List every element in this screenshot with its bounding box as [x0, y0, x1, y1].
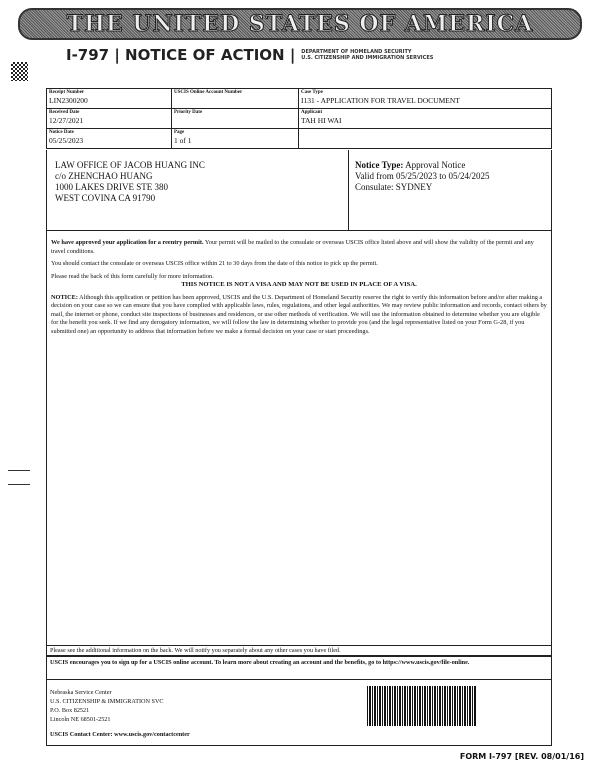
- address-section: [46, 150, 552, 231]
- pickup-instructions: You should contact the consulate or overseas USCIS office within 21 to 30 days from the date of this notice to pick up the permit.: [51, 260, 378, 267]
- case-type-value: I131 - APPLICATION FOR TRAVEL DOCUMENT: [301, 96, 460, 105]
- office-line: U.S. CITIZENSHIP & IMMIGRATION SVC: [50, 698, 164, 705]
- notice-type-label: Notice Type:: [355, 160, 404, 170]
- validity: Valid from 05/25/2023 to 05/24/2025: [355, 171, 490, 181]
- margin-mark: [8, 484, 30, 485]
- contact-center: USCIS Contact Center: www.uscis.gov/contactcenter: [50, 731, 190, 738]
- form-id: FORM I-797 [REV. 08/01/16]: [459, 752, 584, 761]
- approval-details: Your permit will be mailed to the consulate or overseas USCIS office listed above and will show the validity of the permit and any travel conditions.: [51, 239, 534, 255]
- case-info-table: [46, 88, 552, 149]
- case-type-label: Case Type: [301, 90, 323, 95]
- receipt-label: Receipt Number: [49, 90, 85, 95]
- department: [301, 49, 433, 61]
- office-line: Lincoln NE 68501-2521: [50, 716, 111, 723]
- notice-label: NOTICE:: [51, 293, 78, 301]
- approval-statement: We have approved your application for a reentry permit.: [51, 239, 204, 246]
- page-label: Page: [174, 130, 185, 135]
- online-account-note: USCIS encourages you to sign up for a USCIS online account. To learn more about creating an account and the benefits, go to https://www.uscis.gov/file-online.: [46, 656, 552, 680]
- notice-date-label: Notice Date: [49, 130, 74, 135]
- notice-date-value: 05/25/2023: [49, 136, 84, 145]
- service-center: [46, 680, 552, 746]
- receipt-value: LIN2300200: [49, 96, 88, 105]
- priority-label: Priority Date: [174, 110, 203, 115]
- page-value: 1 of 1: [174, 136, 192, 145]
- applicant-label: Applicant: [301, 110, 323, 115]
- office-line: P.O. Box 82521: [50, 707, 90, 714]
- banner-logo: [18, 8, 582, 40]
- address-line: LAW OFFICE OF JACOB HUANG INC: [55, 160, 205, 170]
- consulate: Consulate: SYDNEY: [355, 182, 433, 192]
- barcode-icon: [367, 686, 477, 726]
- notice-type-value: Approval Notice: [405, 160, 466, 170]
- applicant-value: TAH HI WAI: [301, 116, 342, 125]
- address-line: c/o ZHENCHAO HUANG: [55, 171, 153, 181]
- margin-mark: [8, 470, 30, 471]
- mailing-address: [47, 150, 349, 230]
- additional-info: Please see the additional information on the back. We will notify you separately about any other cases you have filed.: [46, 646, 552, 656]
- form-title-text: I-797 | NOTICE OF ACTION |: [66, 46, 296, 64]
- office-line: Nebraska Service Center: [50, 689, 112, 696]
- form-title: [66, 46, 433, 64]
- banner-text: THE UNITED STATES OF AMERICA: [66, 11, 534, 37]
- visa-warning: THIS NOTICE IS NOT A VISA AND MAY NOT BE USED IN PLACE OF A VISA.: [181, 281, 417, 288]
- dept-line: U.S. CITIZENSHIP AND IMMIGRATION SERVICES: [301, 55, 434, 61]
- received-label: Received Date: [49, 110, 80, 115]
- read-back-note: Please read the back of this form carefully for more information.: [51, 272, 214, 280]
- address-line: WEST COVINA CA 91790: [55, 193, 156, 203]
- notice-text: Although this application or petition has been approved, USCIS and the U.S. Department of Homeland Security reserve the right to verify this information before and/or after making a decision on your case so we can ensure that you have complied with applicable laws, rules, regulations, and other legal authorities. We may review public information and records, contact others by mail, the internet or phone, conduct site inspections of businesses and residences, or use other methods of verification. We will use the information obtained to determine whether you are eligible for the benefit you seek. If we find any derogatory information, we will follow the law in determining whether to provide you (and the legal representative listed on your Form G-28, if you submitted one) an opportunity to address that information before we make a formal decision on your case or start proceedings.: [51, 293, 547, 335]
- dept-line: DEPARTMENT OF HOMELAND SECURITY: [301, 49, 412, 55]
- received-value: 12/27/2021: [49, 116, 84, 125]
- notice-type-panel: [349, 150, 496, 230]
- account-label: USCIS Online Account Number: [174, 90, 243, 95]
- notice-body: [46, 231, 552, 646]
- qr-code-icon: [11, 62, 28, 81]
- address-line: 1000 LAKES DRIVE STE 380: [55, 182, 168, 192]
